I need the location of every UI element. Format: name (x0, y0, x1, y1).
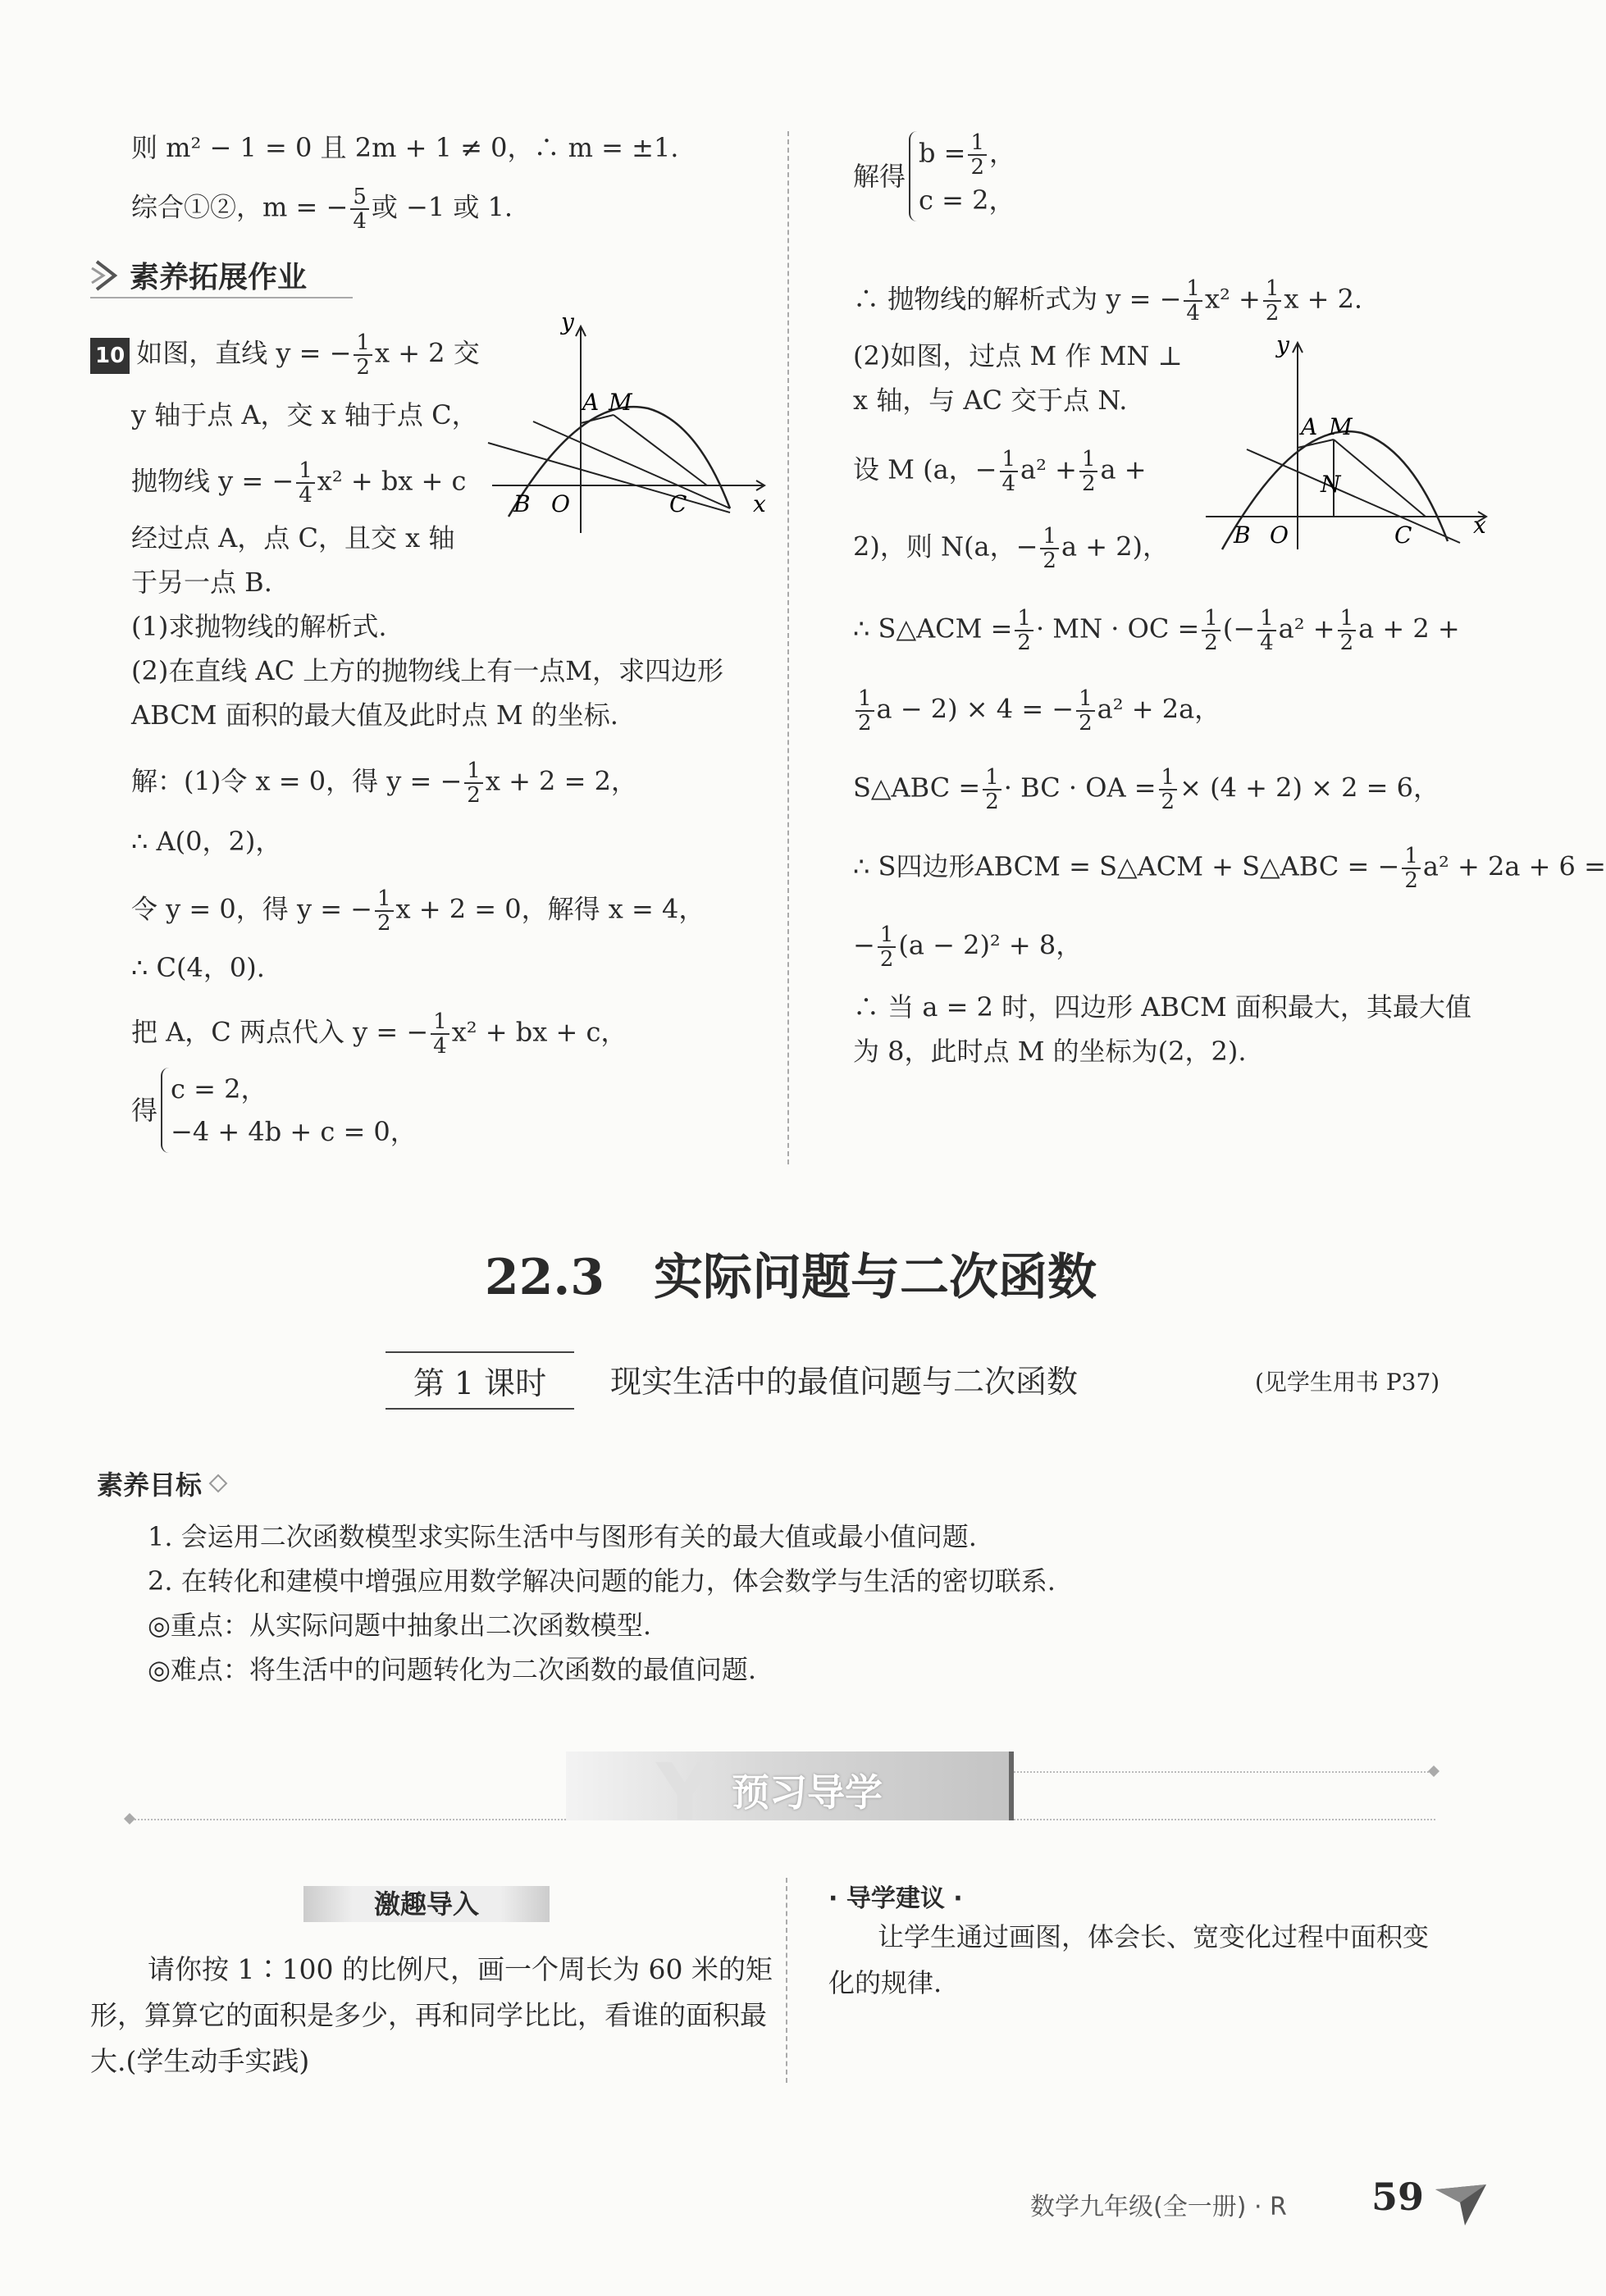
fraction: $\frac{1}{4}$ (296, 459, 315, 507)
right-line-3: (2)如图，过点 M 作 MN ⊥ (853, 340, 1183, 371)
label-m: M (609, 389, 632, 416)
fraction: $\frac{1}{4}$ (431, 1010, 449, 1058)
segment-mc (614, 415, 707, 485)
label-o: O (551, 490, 570, 517)
preview-banner-label: 预习导学 (732, 1770, 883, 1815)
right-line-2: ∴ 抛物线的解析式为 y = − $\frac{1}{4}$ x² + $\frac{1}{2}$ x + 2. (853, 276, 1363, 326)
right-line-11: − $\frac{1}{2}$ (a − 2)² + 8， (853, 922, 1083, 972)
right-line-9: S△ABC = $\frac{1}{2}$ · BC · OA = $\frac{1}{2}$ × (4 + 2) × 2 = 6， (853, 765, 1439, 814)
right-line-13: 为 8，此时点 M 的坐标为(2，2). (853, 1036, 1247, 1067)
fraction: $\frac{1}{2}$ (878, 923, 897, 971)
parabola-curve (509, 407, 730, 517)
label-c: C (669, 490, 687, 517)
intro-heading: 激趣导入 (373, 1888, 479, 1920)
right-line-12: ∴ 当 a = 2 时，四边形 ABCM 面积最大，其最大值 (853, 991, 1471, 1023)
fraction: $\frac{1}{2}$ (1402, 845, 1421, 892)
question-line-1: 10 如图，直线 y = − $\frac{1}{2}$ x + 2 交 (90, 331, 480, 379)
label-c: C (1394, 522, 1412, 549)
section-title-extension: 素养拓展作业 (90, 254, 307, 296)
goal-2: 2. 在转化和建模中增强应用数学解决问题的能力，体会数学与生活的密切联系. (148, 1565, 1056, 1597)
question-line-3: 抛物线 y = − $\frac{1}{4}$ x² + bx + c (131, 458, 467, 508)
question-line-6: (1)求抛物线的解析式. (131, 611, 387, 642)
label-a: A (1301, 413, 1318, 440)
fraction: $\frac{1}{2}$ (1040, 525, 1059, 572)
solution-line-1: 解：(1)令 x = 0，得 y = − $\frac{1}{2}$ x + 2 = 2， (131, 758, 637, 808)
page-number: 59 (1371, 2175, 1425, 2219)
column-divider (787, 131, 789, 1164)
label-m: M (1329, 413, 1353, 440)
advice-line-1: 让学生通过画图，体会长、宽变化过程中面积变 (878, 1921, 1430, 1952)
fraction: $\frac{1}{2}$ (1079, 448, 1098, 495)
label-x: x (753, 490, 766, 517)
column-divider-2 (786, 1878, 787, 2083)
right-line-10: ∴ S四边形ABCM = S△ACM + S△ABC = − $\frac{1}{2}$ a² + 2a + 6 = (853, 844, 1606, 893)
diamond-icon (207, 1472, 230, 1495)
fraction: $\frac{1}{2}$ (1159, 766, 1178, 813)
fraction: $\frac{1}{2}$ (1263, 277, 1282, 325)
fraction: $\frac{1}{4}$ (1000, 448, 1019, 495)
fraction: $\frac{1}{2}$ (1076, 687, 1095, 735)
fraction: $\frac{1}{2}$ (464, 759, 483, 807)
label-a: A (582, 389, 600, 416)
goals-heading: 素养目标 (97, 1465, 230, 1502)
label-y: y (561, 308, 574, 335)
section-heading: 22.3 实际问题与二次函数 (484, 1249, 1097, 1306)
solution-line-6: 得 c = 2， −4 + 4b + c = 0， (131, 1068, 417, 1153)
question-line-7: (2)在直线 AC 上方的抛物线上有一点M，求四边形 (131, 655, 724, 686)
advice-heading: · 导学建议 · (828, 1884, 963, 1913)
fraction: $\frac{1}{2}$ (855, 687, 874, 735)
intro-line-3: 大.(学生动手实践) (90, 2045, 310, 2077)
arrow-icon (90, 258, 125, 293)
solution-line-2: ∴ A(0，2)， (131, 826, 282, 857)
question-line-2: y 轴于点 A，交 x 轴于点 C， (131, 399, 478, 430)
graph-left (484, 308, 771, 541)
paper-plane-icon (1432, 2173, 1490, 2230)
segment-mc (1334, 440, 1426, 517)
right-line-1: 解得 b = $\frac{1}{2}$ ， c = 2， (853, 131, 1015, 221)
right-line-5: 设 M (a，− $\frac{1}{4}$ a² + $\frac{1}{2}$ a + (853, 447, 1147, 496)
label-x: x (1473, 512, 1486, 539)
diamond-icon (1427, 1765, 1440, 1778)
intro-line-2: 形，算算它的面积是多少，再和同学比比，看谁的面积最 (90, 1999, 767, 2031)
question-number-badge: 10 (90, 338, 130, 374)
goal-key-point: ◎重点：从实际问题中抽象出二次函数模型. (148, 1610, 652, 1641)
right-line-4: x 轴，与 AC 交于点 N. (853, 385, 1128, 416)
diamond-icon (123, 1812, 136, 1825)
lesson-label: 第 1 课时 (386, 1351, 574, 1410)
label-b: B (1234, 522, 1251, 549)
graph-right (1198, 328, 1493, 558)
fraction: $\frac{1}{2}$ (983, 766, 1001, 813)
label-n: N (1321, 471, 1341, 498)
equation-system: b = $\frac{1}{2}$ ， c = 2， (909, 131, 1015, 221)
fraction: $\frac{5}{4}$ (350, 185, 369, 233)
fraction: $\frac{1}{2}$ (968, 131, 987, 179)
fraction: $\frac{1}{2}$ (1338, 607, 1357, 654)
solution-line-3: 令 y = 0，得 y = − $\frac{1}{2}$ x + 2 = 0，解得 x = 4， (131, 886, 705, 936)
goal-difficulty: ◎难点：将生活中的问题转化为二次函数的最值问题. (148, 1654, 757, 1685)
question-line-8: ABCM 面积的最大值及此时点 M 的坐标. (131, 699, 618, 731)
fraction: $\frac{1}{2}$ (1015, 607, 1033, 654)
solution-line-5: 把 A，C 两点代入 y = − $\frac{1}{4}$ x² + bx + c， (131, 1009, 627, 1059)
lesson-title: 现实生活中的最值问题与二次函数 (610, 1364, 1079, 1400)
label-b: B (513, 490, 531, 517)
banner-watermark-letter: Y (656, 1747, 714, 1838)
question-line-4: 经过点 A，点 C，且交 x 轴 (131, 522, 455, 554)
right-line-8: $\frac{1}{2}$ a − 2) × 4 = − $\frac{1}{2}$ a² + 2a， (853, 687, 1220, 735)
label-y: y (1276, 331, 1289, 358)
line-conclusion-2: 综合①②，m = − $\frac{5}{4}$ 或 −1 或 1. (131, 184, 513, 234)
section-underline (90, 297, 353, 298)
solution-line-4: ∴ C(4，0). (131, 952, 265, 983)
question-line-5: 于另一点 B. (131, 567, 272, 598)
label-o: O (1270, 522, 1289, 549)
footer-book-title: 数学九年级(全一册) · R (1030, 2193, 1287, 2221)
fraction: $\frac{1}{2}$ (375, 887, 394, 935)
right-line-7: ∴ S△ACM = $\frac{1}{2}$ · MN · OC = $\frac{1}{2}$ (− $\frac{1}{4}$ a² + $\frac{1}{2}$ a + 2 + (853, 606, 1460, 655)
fraction: $\frac{1}{4}$ (1257, 607, 1276, 654)
lesson-reference: (见学生用书 P37) (1255, 1369, 1440, 1396)
banner-rule-right (1001, 1771, 1435, 1773)
fraction: $\frac{1}{2}$ (354, 331, 372, 379)
intro-line-1: 请你按 1∶100 的比例尺，画一个周长为 60 米的矩 (148, 1953, 773, 1985)
fraction: $\frac{1}{2}$ (1202, 607, 1220, 654)
line-conclusion-1: 则 m² − 1 = 0 且 2m + 1 ≠ 0，∴ m = ±1. (131, 132, 679, 163)
right-line-6: 2)，则 N(a，− $\frac{1}{2}$ a + 2)， (853, 524, 1170, 573)
fraction: $\frac{1}{4}$ (1184, 277, 1202, 325)
goal-1: 1. 会运用二次函数模型求实际生活中与图形有关的最大值或最小值问题. (148, 1521, 977, 1552)
equation-system: c = 2， −4 + 4b + c = 0， (161, 1068, 417, 1153)
advice-line-2: 化的规律. (828, 1967, 942, 1998)
